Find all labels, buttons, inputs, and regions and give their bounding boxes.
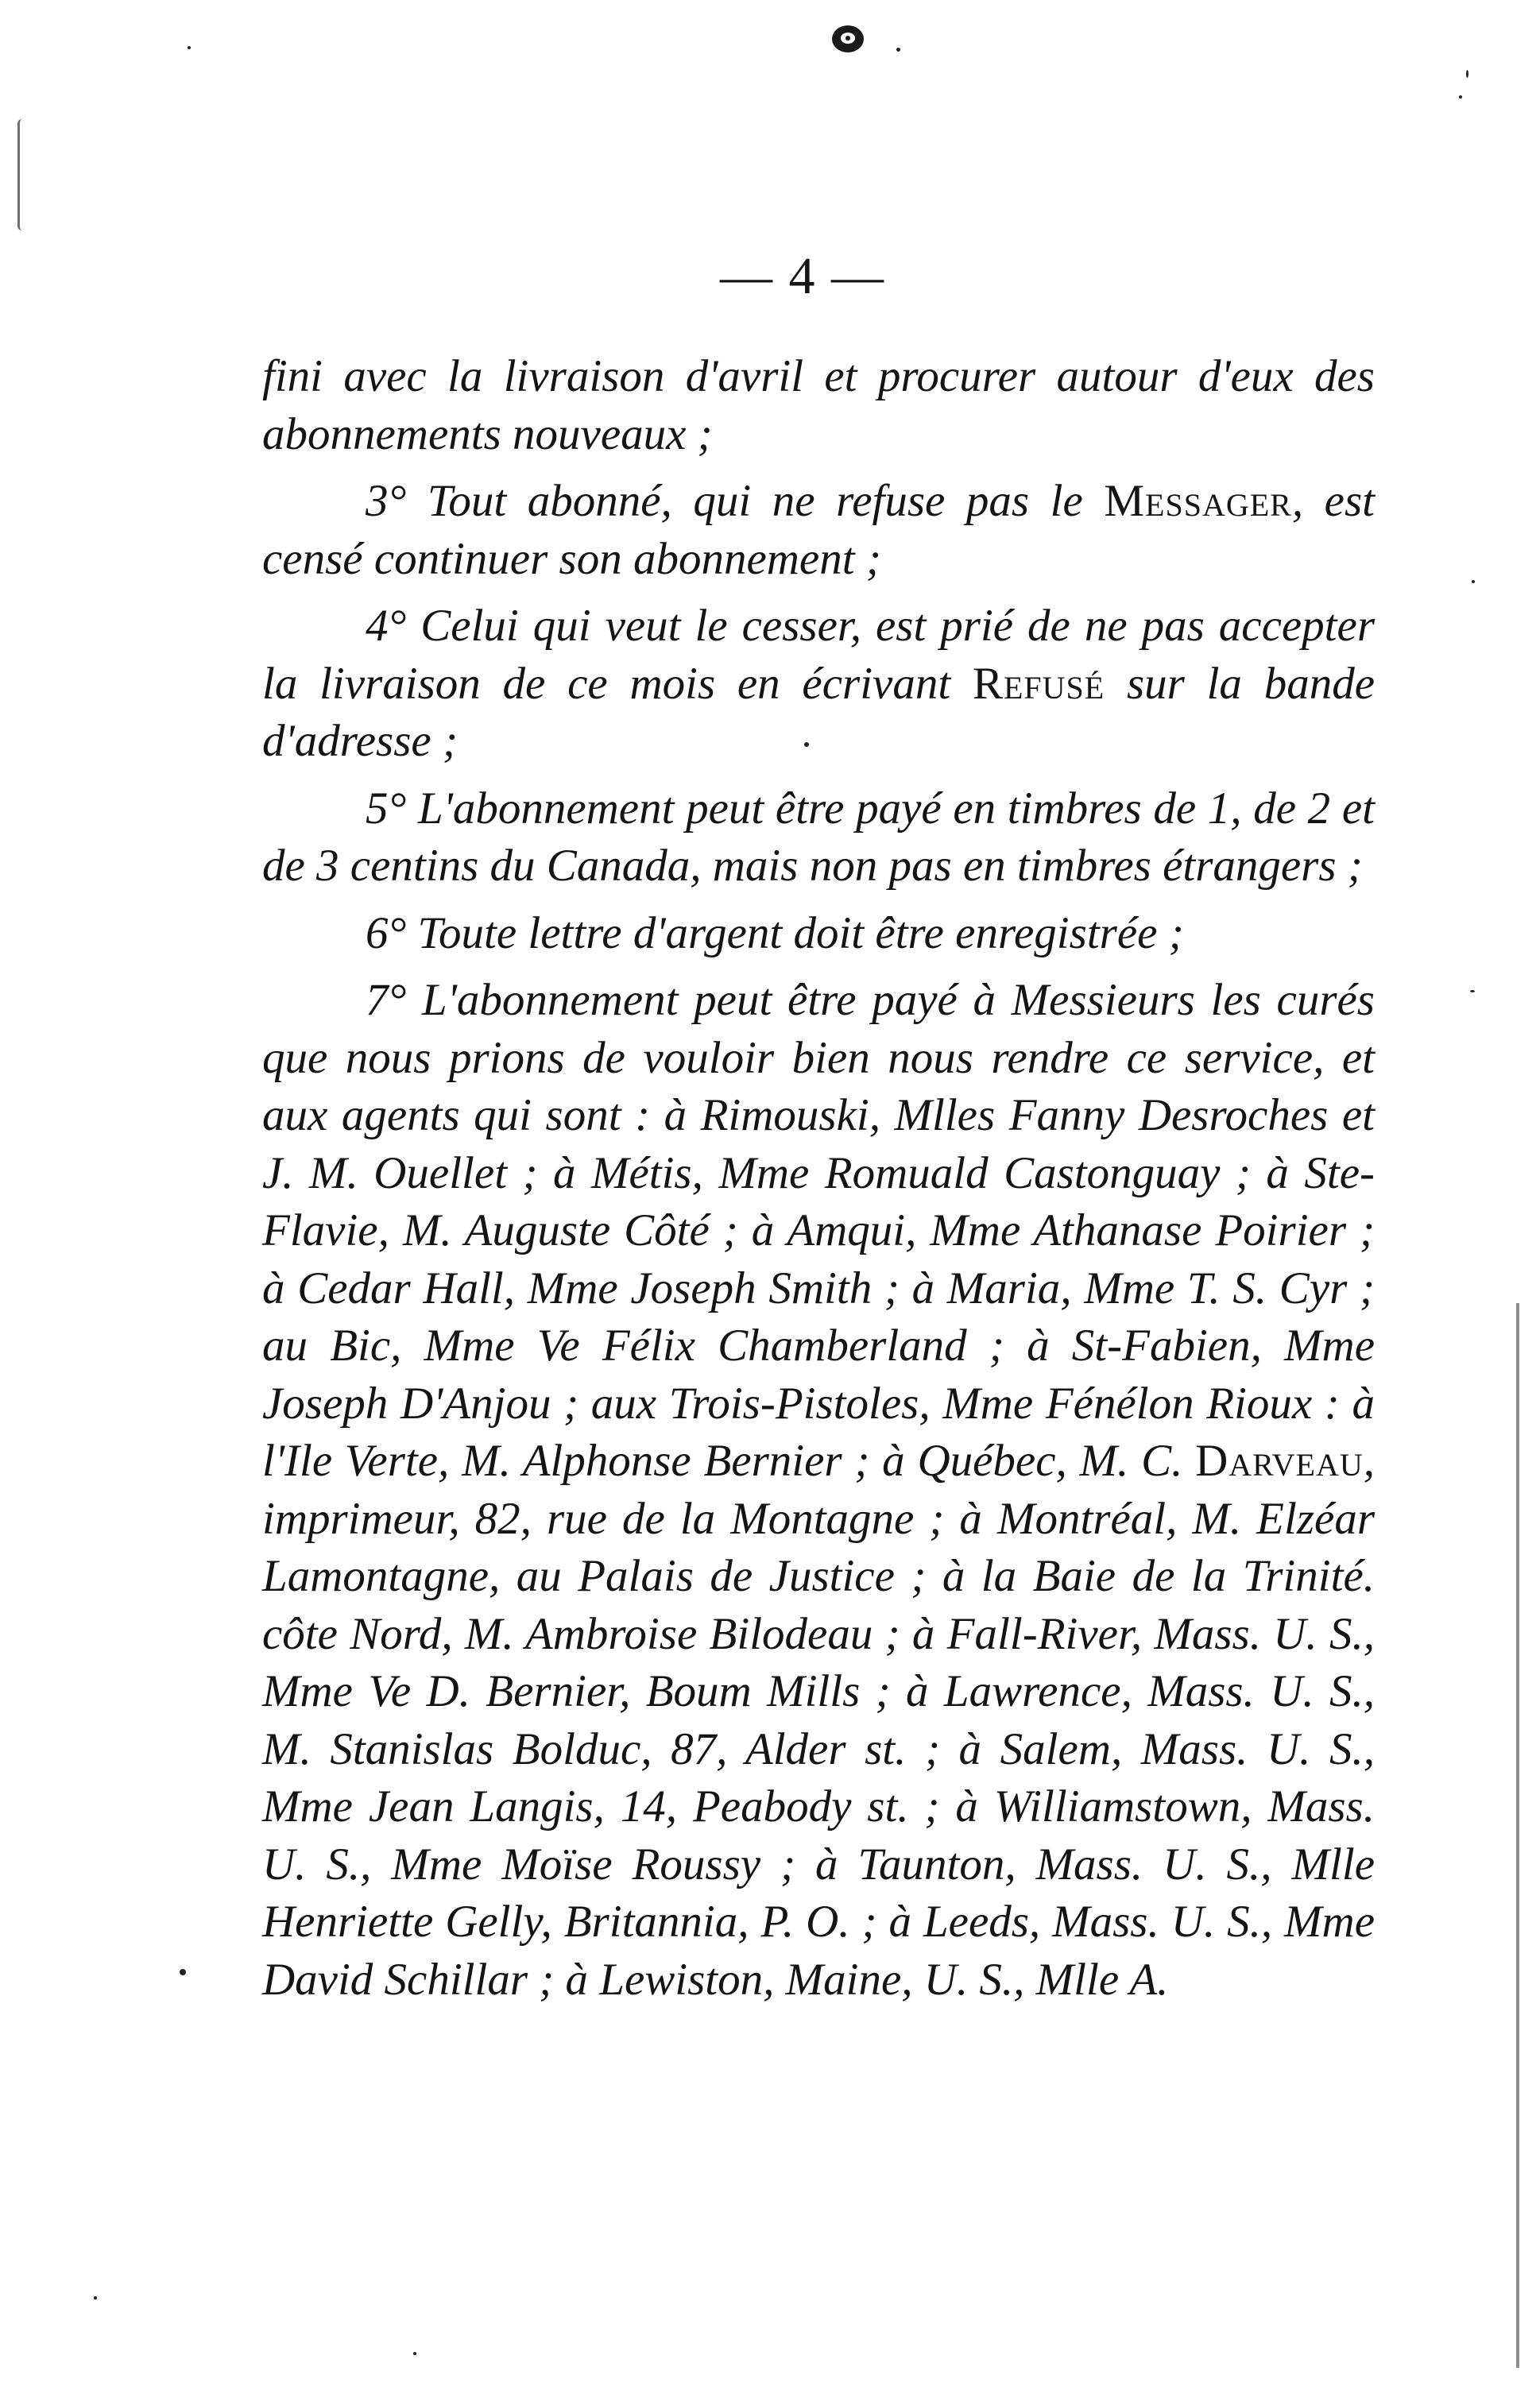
paragraph-tail: , imprimeur, 82, rue de la Montagne ; à Montréal, M. Elzéar Lamontagne, au Palais de Justice ; à la Baie de la Trinité. côte Nord, M. Ambroise Bilodeau ; à Fall-River, Mass. U. S., Mme Ve D. Bernier, Boum Mills ; à Lawrence, Mass. U. S., M. Stanislas Bolduc, 87, Alder st. ; à Salem, Mass. U. S., Mme Jean Langis, 14, Peabody st. ; à Williamstown, Mass. U. S., Mme Moïse Roussy ; à Taunton, Mass. U. S., Mlle Henriette Gelly, Britannia, P. O. ; à Leeds, Mass. U. S., Mme David Schillar ; à Lewiston, Maine, U. S., Mlle A. [262, 1436, 1375, 2005]
paragraph [262, 780, 1375, 895]
speck [1466, 70, 1468, 78]
paragraph-text: 5° L'abonnement peut être payé en timbres de 1, de 2 et de 3 centins du Canada, mais non pas en timbres étrangers ; [262, 783, 1375, 891]
paragraph-smallcaps: Refusé [972, 658, 1105, 709]
paragraph-text: fini avec la livraison d'avril et procurer autour d'eux des abonnements nouveaux ; [262, 351, 1375, 459]
paragraph-text: 3° Tout abonné, qui ne refuse pas le [366, 476, 1105, 526]
paragraph [262, 598, 1375, 771]
paragraph [262, 905, 1375, 963]
paragraph-smallcaps: Messager [1104, 476, 1292, 526]
paragraph-text: 7° L'abonnement peut être payé à Messieurs les curés que nous prions de vouloir bien nous rendre ce service, et aux agents qui sont : à Rimouski, Mlles Fanny Desroches et J. M. Ouellet ; à Métis, Mme Romuald Castonguay ; à Ste-Flavie, M. Auguste Côté ; à Amqui, Mme Athanase Poirier ; à Cedar Hall, Mme Joseph Smith ; à Maria, Mme T. S. Cyr ; au Bic, Mme Ve Félix Chamberland ; à St-Fabien, Mme Joseph D'Anjou ; aux Trois-Pistoles, Mme Fénélon Rioux : à l'Ile Verte, M. Alphonse Bernier ; à Québec, M. C. [262, 975, 1375, 1486]
speck [94, 2296, 97, 2299]
ornament-icon [830, 22, 866, 56]
speck [1459, 95, 1462, 99]
paragraph-tail: , est censé continuer son abonnement ; [262, 476, 1375, 584]
speck [413, 2352, 416, 2355]
speck [1470, 990, 1475, 992]
paragraph-text: 6° Toute lettre d'argent doit être enregistrée ; [366, 907, 1184, 958]
paragraph [262, 972, 1375, 2009]
paragraph [262, 348, 1375, 463]
paragraph-text: 4° Celui qui veut le cesser, est prié de ne pas accepter la livraison de ce mois en écrivant [262, 601, 1375, 709]
page-edge-rule [1516, 1303, 1519, 2368]
paragraph [262, 473, 1375, 588]
speck [180, 1969, 186, 1975]
body-text [262, 348, 1375, 2018]
speck [896, 48, 900, 52]
paragraph-tail: sur la bande d'adresse ; [262, 658, 1375, 766]
margin-mark [17, 119, 26, 230]
paragraph-smallcaps: Darveau [1195, 1436, 1364, 1486]
page-number: — 4 — [720, 247, 885, 305]
speck [1472, 580, 1475, 583]
speck [188, 46, 191, 49]
